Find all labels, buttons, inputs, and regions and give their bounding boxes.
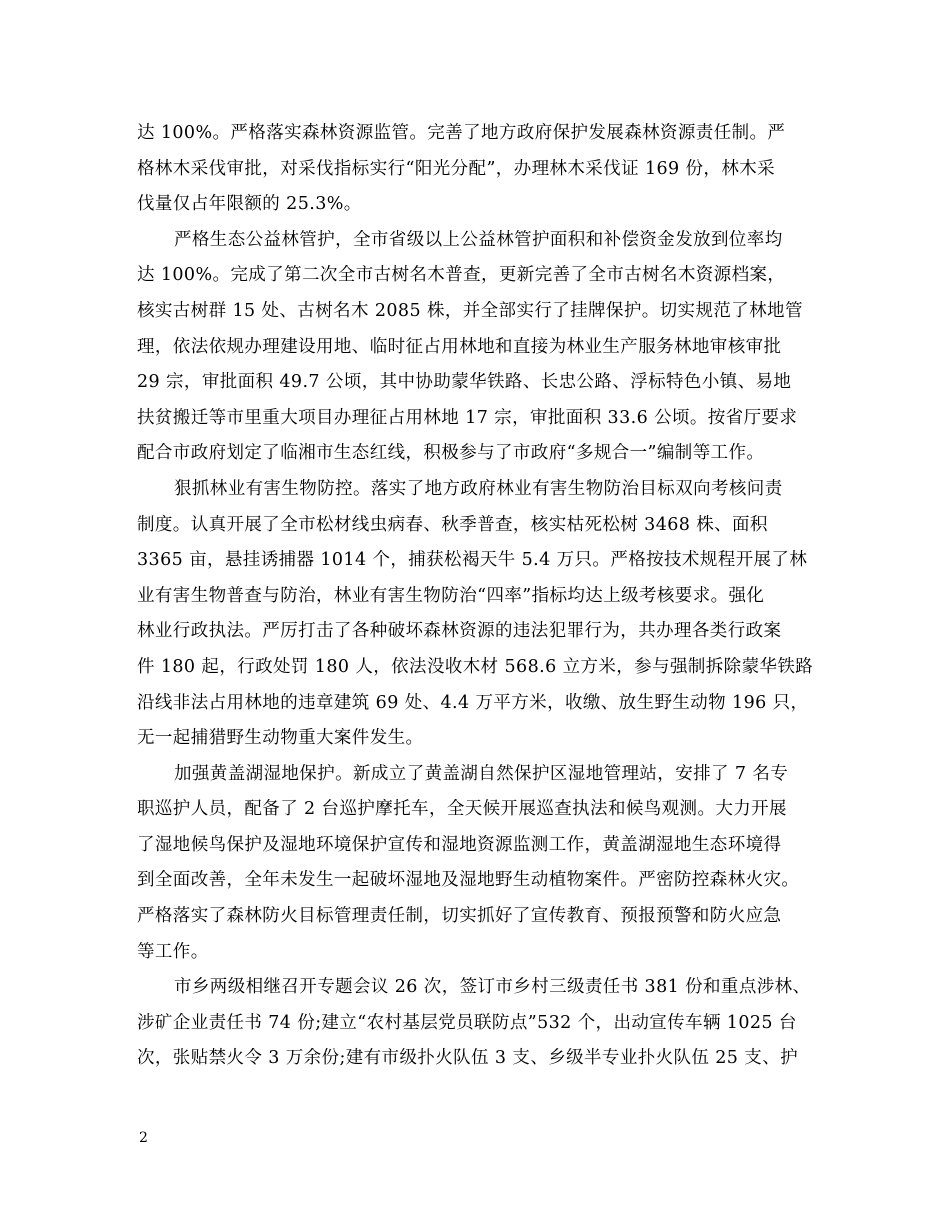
text-line: 制度。认真开展了全市松材线虫病春、秋季普查，核实枯死松树 3468 株、面积	[137, 514, 768, 535]
paragraph-first-line: 加强黄盖湖湿地保护。新成立了黄盖湖自然保护区湿地管理站，安排了 7 名专	[174, 763, 789, 784]
text-line: 达 100%。完成了第二次全市古树名木普查，更新完善了全市古树名木资源档案，	[137, 265, 786, 286]
text-line: 沿线非法占用林地的违章建筑 69 处、4.4 万平方米，收缴、放生野生动物 196 只，	[137, 692, 809, 713]
text-line: 次，张贴禁火令 3 万余份;建有市级扑火队伍 3 支、乡级半专业扑火队伍 25 支、护	[137, 1048, 799, 1069]
paragraph-first-line: 严格生态公益林管护，全市省级以上公益林管护面积和补偿资金发放到位率均	[174, 229, 783, 250]
text-line: 了湿地候鸟保护及湿地环境保护宣传和湿地资源监测工作，黄盖湖湿地生态环境得	[137, 834, 782, 855]
text-line: 格林木采伐审批，对采伐指标实行“阳光分配”，办理林木采伐证 169 份，林木采	[137, 158, 776, 179]
document-body	[137, 116, 813, 1077]
text-line: 林业行政执法。严厉打击了各种破坏森林资源的违法犯罪行为，共办理各类行政案	[137, 621, 782, 642]
text-line: 职巡护人员，配备了 2 台巡护摩托车，全天候开展巡查执法和候鸟观测。大力开展	[137, 799, 787, 820]
paragraph-first-line: 市乡两级相继召开专题会议 26 次，签订市乡村三级责任书 381 份和重点涉林、	[174, 977, 811, 998]
text-line: 伐量仅占年限额的 25.3%。	[137, 194, 362, 215]
text-line: 配合市政府划定了临湘市生态红线，积极参与了市政府“多规合一”编制等工作。	[137, 443, 765, 464]
text-line: 件 180 起，行政处罚 180 人，依法没收木材 568.6 立方米，参与强制拆除蒙华铁路	[137, 656, 814, 677]
text-line: 业有害生物普查与防治，林业有害生物防治“四率”指标均达上级考核要求。强化	[137, 585, 765, 606]
text-line: 理，依法依规办理建设用地、临时征占用林地和直接为林业生产服务林地审核审批	[137, 336, 782, 357]
text-line: 扶贫搬迁等市里重大项目办理征占用林地 17 宗，审批面积 33.6 公顷。按省厅要求	[137, 407, 798, 428]
text-line: 无一起捕猎野生动物重大案件发生。	[137, 728, 424, 749]
text-line: 涉矿企业责任书 74 份;建立“农村基层党员联防点”532 个，出动宣传车辆 1025 台	[137, 1012, 797, 1033]
page-number: 2	[139, 1130, 148, 1146]
paragraph-first-line: 狠抓林业有害生物防控。落实了地方政府林业有害生物防治目标双向考核问责	[174, 478, 783, 499]
text-line: 3365 亩，悬挂诱捕器 1014 个，捕获松褐天牛 5.4 万只。严格按技术规程开展了林	[137, 550, 808, 571]
text-line: 29 宗，审批面积 49.7 公顷，其中协助蒙华铁路、长忠公路、浮标特色小镇、易地	[137, 372, 792, 393]
text-line: 核实古树群 15 处、古树名木 2085 株，并全部实行了挂牌保护。切实规范了林地管	[137, 300, 803, 321]
text-line: 严格落实了森林防火目标管理责任制，切实抓好了宣传教育、预报预警和防火应急	[137, 906, 782, 927]
text-line: 等工作。	[137, 941, 209, 962]
text-line: 到全面改善，全年未发生一起破坏湿地及湿地野生动植物案件。严密防控森林火灾。	[137, 870, 800, 891]
text-line: 达 100%。严格落实森林资源监管。完善了地方政府保护发展森林资源责任制。严	[137, 123, 786, 143]
